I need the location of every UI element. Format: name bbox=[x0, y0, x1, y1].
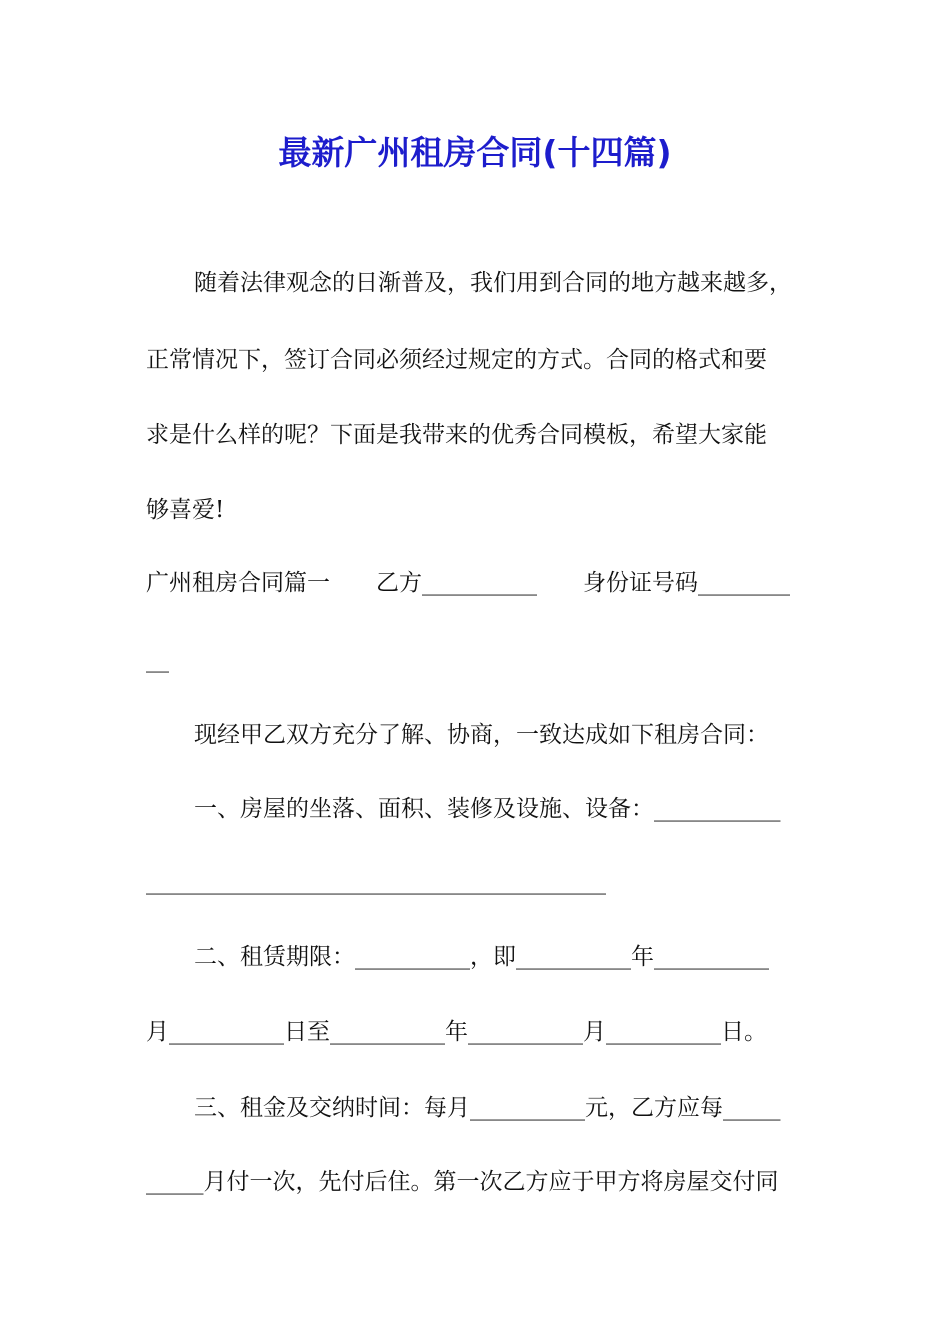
paragraph-line: 正常情况下，签订合同必须经过规定的方式。合同的格式和要 bbox=[146, 347, 767, 373]
paragraph-line: 现经甲乙双方充分了解、协商，一致达成如下租房合同： bbox=[194, 722, 769, 748]
paragraph-line: 求是什么样的呢？下面是我带来的优秀合同模板，希望大家能 bbox=[146, 422, 767, 448]
clause-line: 月__________日至__________年__________月__________日。 bbox=[146, 1019, 767, 1045]
document-title: 最新广州租房合同(十四篇) bbox=[278, 133, 672, 172]
clause-line: 一、房屋的坐落、面积、装修及设施、设备：___________ bbox=[194, 796, 781, 822]
clause-line: 三、租金及交纳时间：每月__________元，乙方应每_____ bbox=[194, 1095, 781, 1121]
paragraph-line: 够喜爱! bbox=[146, 497, 225, 523]
blank-line: ________________________________________ bbox=[146, 869, 606, 895]
clause-line: 二、租赁期限：__________，即__________年__________ bbox=[194, 944, 769, 970]
section-heading-line: 广州租房合同篇一 乙方__________ 身份证号码________ bbox=[146, 570, 790, 596]
paragraph-line: 随着法律观念的日渐普及，我们用到合同的地方越来越多， bbox=[194, 270, 792, 296]
clause-line: _____月付一次，先付后住。第一次乙方应于甲方将房屋交付同 bbox=[146, 1169, 779, 1195]
blank-line: __ bbox=[146, 647, 169, 673]
